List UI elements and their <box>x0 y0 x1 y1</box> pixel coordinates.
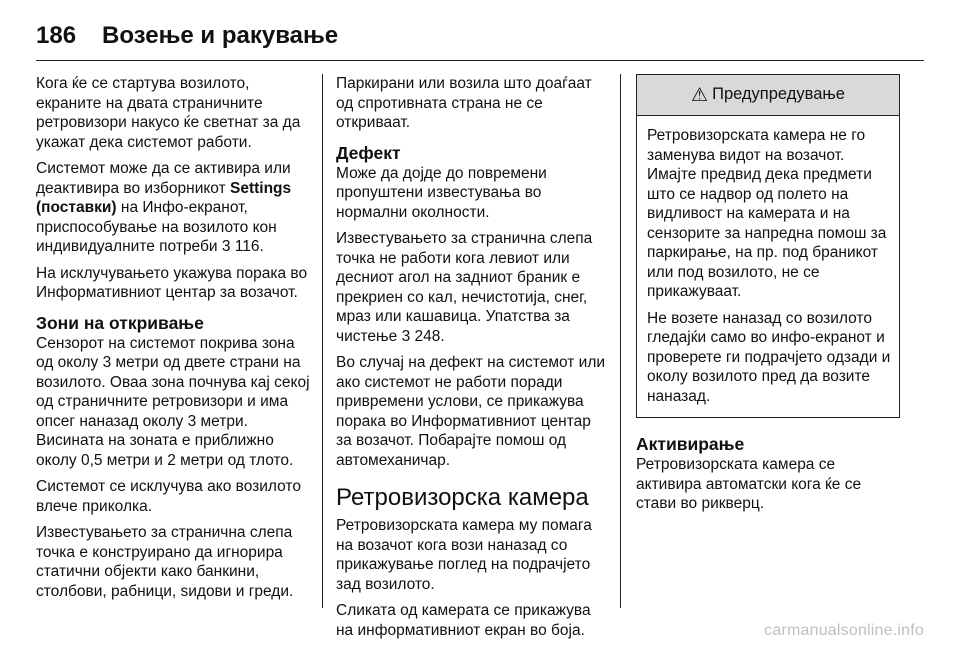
paragraph-cleaning <box>336 229 606 346</box>
text: Известувањето за странична слепа точка не работи кога левиот или десниот агол на задниот браник е прекриен со кал, нечистотија, снег, мраз или кашавица. Упатства за чистење <box>336 230 593 345</box>
column-2 <box>336 74 606 647</box>
text: на Инфо-екранот, приспособување на возилото кон индивидуалните потреби <box>36 199 277 255</box>
paragraph: Системот се исклучува ако возилото влече приколка. <box>36 478 301 515</box>
heading-zones: Зони на откривање <box>36 312 204 333</box>
text: Системот може да се активира или деактивира во изборникот <box>36 160 291 197</box>
page-header <box>36 16 338 56</box>
paragraph: Кога ќе се стартува возилото, екраните на двата страничните ретровизори накусо ќе светнат за да укажат дека системот работи. <box>36 75 301 151</box>
warning-title: Предупредување <box>712 85 845 104</box>
paragraph: Ретровизорската камера му помага на возачот кога вози наназад со прикажување поглед на подрачјето зад возилото. <box>336 517 592 593</box>
page-number: 186 <box>36 22 77 49</box>
column-3 <box>636 74 900 521</box>
warning-box <box>636 74 900 418</box>
paragraph: Во случај на дефект на системот или ако системот не работи поради привремени услови, се прикажува порака во Информативниот центар за возачот. Побарајте помош од автомеханичар. <box>336 354 606 469</box>
paragraph: Известувањето за странична слепа точка е конструирано да игнорира статични објекти како банкини, столбови, рабници, ѕидови и греди. <box>36 524 294 600</box>
chapter-title: Возење и ракување <box>102 22 339 49</box>
warning-body <box>637 116 899 417</box>
warning-paragraph: Ретровизорската камера не го заменува видот на возачот. Имајте предвид дека предмети што се надвор од полето на видливост на камерата и на сензорите за напредна помош за паркирање, на пр. под браникот или под возилото, не се прикажуваат. <box>647 127 887 300</box>
warning-header <box>637 75 899 116</box>
page-reference: 3 248. <box>401 327 445 345</box>
paragraph: Ретровизорската камера се активира автоматски кога ќе се стави во рикверц. <box>636 456 862 512</box>
paragraph: На исклучувањето укажува порака во Информативниот центар за возачот. <box>36 264 308 301</box>
column-divider-1 <box>322 74 323 608</box>
warning-paragraph: Не возете наназад со возилото гледајќи само во инфо-екранот и проверете ги подрачјето одзади и околу возилото пред да возите наназад. <box>647 309 891 405</box>
column-divider-2 <box>620 74 621 608</box>
warning-triangle-icon: ⚠ <box>691 84 709 106</box>
settings-menu-term: Settings (поставки) <box>36 179 292 216</box>
heading-activation: Активирање <box>636 434 745 454</box>
paragraph: Сликата од камерата се прикажува на информативниот екран во боја. <box>336 602 591 639</box>
paragraph: Може да дојде до повремени пропуштени известувања во нормални околности. <box>336 164 547 221</box>
paragraph: Паркирани или возила што доаѓаат од спротивната страна не се откриваат. <box>336 75 592 131</box>
column-1 <box>36 74 310 608</box>
paragraph-settings <box>36 159 310 257</box>
page-reference: 3 116. <box>221 238 264 255</box>
header-divider <box>36 60 924 61</box>
heading-rearview-camera: Ретровизорска камера <box>336 484 589 511</box>
paragraph: Сензорот на системот покрива зона од околу 3 метри од двете страни на возилото. Оваа зона почнува кај секој од страничните ретровизори и има опсег наназад околу 3 метри. Висината на зоната е приближно околу 0,5 метри и 2 метри од тлото. <box>36 334 310 469</box>
heading-fault: Дефект <box>336 142 401 163</box>
watermark: carmanualsonline.info <box>764 622 924 639</box>
